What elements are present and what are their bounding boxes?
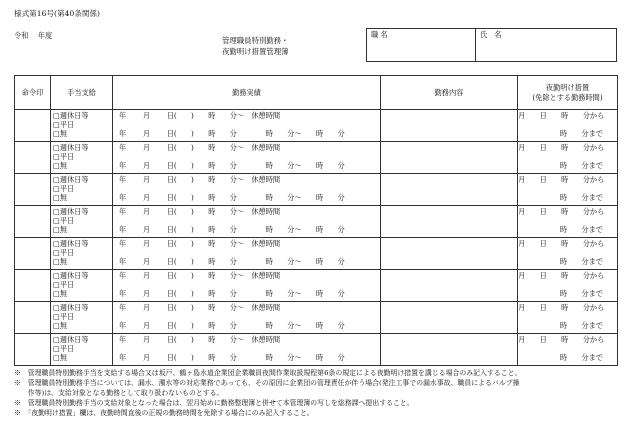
table-row bbox=[15, 334, 618, 366]
seal-cell[interactable] bbox=[15, 334, 51, 366]
content-cell[interactable] bbox=[381, 142, 518, 174]
record-start-line: 年 月 日( ) 時 分～ 休憩時間 bbox=[119, 239, 281, 248]
option-weekday[interactable]: □平日 bbox=[53, 312, 75, 321]
night-until-line: 時 分まで bbox=[559, 257, 603, 266]
record-cell[interactable] bbox=[113, 110, 381, 142]
record-cell[interactable] bbox=[113, 174, 381, 206]
option-weekday[interactable]: □平日 bbox=[53, 280, 75, 289]
record-end-line: 年 月 日( ) 時 分 時 分～ 時 分 bbox=[119, 353, 345, 362]
record-start-line: 年 月 日( ) 時 分～ 休憩時間 bbox=[119, 175, 281, 184]
seal-cell[interactable] bbox=[15, 302, 51, 334]
allowance-cell bbox=[51, 110, 113, 142]
allowance-cell bbox=[51, 238, 113, 270]
record-end-line: 年 月 日( ) 時 分 時 分～ 時 分 bbox=[119, 321, 345, 330]
post-label: 職 名 bbox=[371, 30, 388, 39]
allowance-cell bbox=[51, 174, 113, 206]
record-start-line: 年 月 日( ) 時 分～ 休憩時間 bbox=[119, 335, 281, 344]
col-record-header: 勤務実績 bbox=[113, 76, 381, 110]
post-name-divider bbox=[475, 28, 476, 62]
table-row bbox=[15, 302, 618, 334]
record-cell[interactable] bbox=[113, 238, 381, 270]
seal-cell[interactable] bbox=[15, 206, 51, 238]
note-line: ※ 管理職員特別勤務手当については、漏水、濁水等の対応業務であっても、その原因に企業団の管理責任が伴う場合(発注工事での漏水事故、職員によるバルブ操 bbox=[14, 379, 520, 387]
record-start-line: 年 月 日( ) 時 分～ 休憩時間 bbox=[119, 303, 281, 312]
record-start-line: 年 月 日( ) 時 分～ 休憩時間 bbox=[119, 143, 281, 152]
content-cell[interactable] bbox=[381, 334, 518, 366]
note-line: ※ 管理職員特別勤務手当を支給する場合又は坂戸、鶴ヶ島水道企業団企業職員夜間作業取扱規程第6条の規定による夜勤明け措置を講じる場合のみ記入すること。 bbox=[14, 369, 522, 377]
night-until-line: 時 分まで bbox=[559, 193, 603, 202]
night-measure-cell[interactable] bbox=[518, 142, 618, 174]
notes-section bbox=[14, 368, 624, 418]
content-cell[interactable] bbox=[381, 270, 518, 302]
option-weekday[interactable]: □平日 bbox=[53, 120, 75, 129]
allowance-cell bbox=[51, 334, 113, 366]
option-weekday[interactable]: □平日 bbox=[53, 248, 75, 257]
note-line: ※ 「夜勤明け措置」欄は、夜勤時間直後の正規の勤務時間を免除する場合にのみ記入すること。 bbox=[14, 409, 314, 417]
option-weekday[interactable]: □平日 bbox=[53, 344, 75, 353]
col-allowance-header: 手当支給 bbox=[51, 76, 113, 110]
night-until-line: 時 分まで bbox=[559, 129, 603, 138]
content-cell[interactable] bbox=[381, 206, 518, 238]
record-end-line: 年 月 日( ) 時 分 時 分～ 時 分 bbox=[119, 161, 345, 170]
col-seal-header: 命令印 bbox=[15, 76, 51, 110]
content-cell[interactable] bbox=[381, 174, 518, 206]
allowance-cell bbox=[51, 302, 113, 334]
night-measure-cell[interactable] bbox=[518, 110, 618, 142]
table-row bbox=[15, 142, 618, 174]
night-until-line: 時 分まで bbox=[559, 321, 603, 330]
seal-cell[interactable] bbox=[15, 238, 51, 270]
night-from-line: 月 日 時 分から bbox=[518, 111, 605, 120]
option-weekday[interactable]: □平日 bbox=[53, 184, 75, 193]
table-row bbox=[15, 110, 618, 142]
option-none[interactable]: □無 bbox=[53, 321, 67, 330]
option-none[interactable]: □無 bbox=[53, 161, 67, 170]
form-number: 様式第16号(第40条関係) bbox=[14, 9, 100, 18]
record-end-line: 年 月 日( ) 時 分 時 分～ 時 分 bbox=[119, 257, 345, 266]
night-from-line: 月 日 時 分から bbox=[518, 271, 605, 280]
night-measure-cell[interactable] bbox=[518, 238, 618, 270]
content-cell[interactable] bbox=[381, 238, 518, 270]
table-row bbox=[15, 206, 618, 238]
record-cell[interactable] bbox=[113, 334, 381, 366]
record-cell[interactable] bbox=[113, 206, 381, 238]
col-night-header bbox=[518, 76, 618, 110]
option-weekly-holiday[interactable]: □週休日等 bbox=[53, 335, 89, 344]
title-line-1: 管理職員特別勤務・ bbox=[222, 36, 289, 45]
night-until-line: 時 分まで bbox=[559, 353, 603, 362]
name-label: 氏 名 bbox=[480, 30, 502, 39]
night-until-line: 時 分まで bbox=[559, 225, 603, 234]
note-line: ※ 管理職員特別勤務手当の支給対象となった場合は、翌月始めに勤務整理簿と併せて本管理簿の写しを総務課へ提出すること。 bbox=[14, 399, 414, 407]
col-night-header-line1: 夜勤明け措置 bbox=[545, 82, 590, 92]
record-end-line: 年 月 日( ) 時 分 時 分～ 時 分 bbox=[119, 129, 345, 138]
title-line-2: 夜勤明け措置管理簿 bbox=[222, 47, 289, 56]
night-until-line: 時 分まで bbox=[559, 161, 603, 170]
record-cell[interactable] bbox=[113, 302, 381, 334]
record-start-line: 年 月 日( ) 時 分～ 休憩時間 bbox=[119, 271, 281, 280]
record-end-line: 年 月 日( ) 時 分 時 分～ 時 分 bbox=[119, 289, 345, 298]
option-none[interactable]: □無 bbox=[53, 257, 67, 266]
allowance-cell bbox=[51, 142, 113, 174]
record-start-line: 年 月 日( ) 時 分～ 休憩時間 bbox=[119, 207, 281, 216]
night-from-line: 月 日 時 分から bbox=[518, 335, 605, 344]
option-weekly-holiday[interactable]: □週休日等 bbox=[53, 207, 89, 216]
col-content-header: 勤務内容 bbox=[381, 76, 518, 110]
note-line: 作等)は、支給対象となる勤務として取り扱わないものとする。 bbox=[14, 389, 224, 397]
record-end-line: 年 月 日( ) 時 分 時 分～ 時 分 bbox=[119, 193, 345, 202]
option-weekly-holiday[interactable]: □週休日等 bbox=[53, 303, 89, 312]
seal-cell[interactable] bbox=[15, 270, 51, 302]
table-row bbox=[15, 270, 618, 302]
seal-cell[interactable] bbox=[15, 174, 51, 206]
table-row bbox=[15, 174, 618, 206]
col-night-header-line2: (免除とする勤務時間) bbox=[532, 92, 603, 102]
content-cell[interactable] bbox=[381, 110, 518, 142]
night-measure-cell[interactable] bbox=[518, 302, 618, 334]
option-none[interactable]: □無 bbox=[53, 289, 67, 298]
fiscal-year-label: 令和 年度 bbox=[14, 31, 53, 40]
option-weekly-holiday[interactable]: □週休日等 bbox=[53, 239, 89, 248]
seal-cell[interactable] bbox=[15, 110, 51, 142]
work-record-table bbox=[14, 75, 618, 366]
option-weekly-holiday[interactable]: □週休日等 bbox=[53, 271, 89, 280]
night-from-line: 月 日 時 分から bbox=[518, 207, 605, 216]
night-measure-cell[interactable] bbox=[518, 270, 618, 302]
option-weekly-holiday[interactable]: □週休日等 bbox=[53, 111, 89, 120]
night-measure-cell[interactable] bbox=[518, 206, 618, 238]
option-none[interactable]: □無 bbox=[53, 353, 67, 362]
option-weekday[interactable]: □平日 bbox=[53, 152, 75, 161]
record-cell[interactable] bbox=[113, 270, 381, 302]
allowance-cell bbox=[51, 270, 113, 302]
option-none[interactable]: □無 bbox=[53, 193, 67, 202]
record-start-line: 年 月 日( ) 時 分～ 休憩時間 bbox=[119, 111, 281, 120]
option-weekday[interactable]: □平日 bbox=[53, 216, 75, 225]
night-until-line: 時 分まで bbox=[559, 289, 603, 298]
option-none[interactable]: □無 bbox=[53, 225, 67, 234]
night-measure-cell[interactable] bbox=[518, 334, 618, 366]
record-end-line: 年 月 日( ) 時 分 時 分～ 時 分 bbox=[119, 225, 345, 234]
night-from-line: 月 日 時 分から bbox=[518, 239, 605, 248]
option-weekly-holiday[interactable]: □週休日等 bbox=[53, 143, 89, 152]
option-none[interactable]: □無 bbox=[53, 129, 67, 138]
allowance-cell bbox=[51, 206, 113, 238]
record-cell[interactable] bbox=[113, 142, 381, 174]
table-header-row bbox=[15, 76, 618, 110]
night-from-line: 月 日 時 分から bbox=[518, 175, 605, 184]
night-from-line: 月 日 時 分から bbox=[518, 303, 605, 312]
table-row bbox=[15, 238, 618, 270]
option-weekly-holiday[interactable]: □週休日等 bbox=[53, 175, 89, 184]
night-measure-cell[interactable] bbox=[518, 174, 618, 206]
night-from-line: 月 日 時 分から bbox=[518, 143, 605, 152]
seal-cell[interactable] bbox=[15, 142, 51, 174]
content-cell[interactable] bbox=[381, 302, 518, 334]
